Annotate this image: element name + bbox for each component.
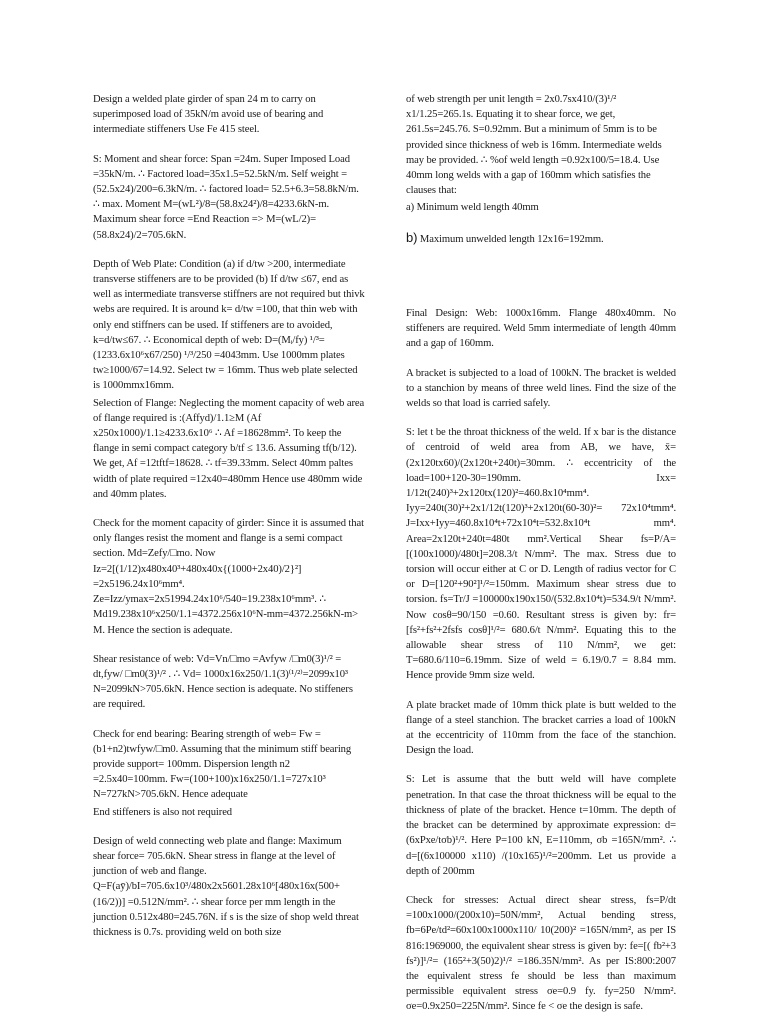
list-item-text: Maximum unwelded length 12x16=192mm. (419, 233, 604, 245)
paragraph: Check for the moment capacity of girder: Since it is assumed that only flanges resist the moment and flange is a semi compact section. Md=Zefy/□mo. Now Iz=2[(1/12)x480x40³+480x40x{(1000+2x40)/2}²] =2x5196.24x10⁶mm⁴. Ze=Izz/ymax=2x51994.24x10⁶/540=19.238x10⁶mm³. ∴ Md19.238x10⁶x250/1.1=4372.256x10⁶N-mm=4372.256kN-m> M. Hence the section is adequate. (93, 518, 364, 636)
paragraph: End stiffeners is also not required (93, 806, 232, 818)
paragraph: Check for stresses: Actual direct shear stress, fs=P/dt =100x1000/(200x10)=50N/mm², Actual bending stress, fb=6Pe/td²=60x100x1000x110/ 10(200)² =165N/mm², as per IS 816:1969000, the equivalent shear stress is given by: fe=[( fb²+3 fs²)]¹/²= (165²+3(50)2)¹/² =186.35N/mm². As per IS:800:2007 the equivalent stress fe should be less than maximum permissible equivalent stress σe=0.9 fy. fy=250 N/mm². σe=0.9x250=225N/mm². Since fe < σe the design is safe. (406, 894, 676, 1013)
paragraph: Design of weld connecting web plate and flange: Maximum shear force= 705.6kN. Shear stress in flange at the level of junction of web and flange. Q=F(aȳ)/bI=705.6x10³/480x2x5601.28x10⁶[480x16x(500+(16/2))] =0.512N/mm². ∴ shear force per mm length in the junction 0.512x480=245.76N. if s is the size of shop weld threat thickness is 0.7s. providing weld on both size (93, 835, 359, 938)
paragraph: Final Design: Web: 1000x16mm. Flange 480x40mm. No stiffeners are required. Weld 5mm intermediate of length 40mm and a gap of 160mm. (406, 308, 676, 350)
paragraph: S: Moment and shear force: Span =24m. Super Imposed Load =35kN/m. ∴ Factored load=35x1.5=52.5kN/m. Self weight = (52.5x24)/200=6.3kN/m. ∴ factored load= 52.5+6.3=58.8kN/m. ∴ max. Moment M=(wL²)/8=(58.8x24²)/8=4233.6kN-m. Maximum shear force =End Reaction => M=(wL/2)=(58.8x24)/2=705.6kN. (93, 153, 359, 241)
list-marker: b) (406, 229, 418, 245)
paragraph: Depth of Web Plate: Condition (a) if d/tw >200, intermediate transverse stiffeners are to be provided (b) If d/tw ≤67, end as well as intermediate transverse stiffners are not required but thivk webs are required. It is around k= d/tw =100, that thin web with only end stiffners can be used. If stiffeners are to avoided, k=d/tw≤67. ∴ Economical depth of web: D=(Mᵢ/fy) ¹/³=(1233.6x10⁶x67/250) ¹/³/250 =4043mm. Use 1000mm plates tw≥1000/67=14.92. Select tw = 16mm. Thus web plate selected is 1000mmx16mm. (93, 258, 365, 392)
right-column-lower (406, 306, 676, 1029)
right-column-upper (406, 92, 676, 249)
paragraph: S: Let is assume that the butt weld will have complete penetration. In that case the throat thickness will be equal to the thickness of plate of the bracket. Hence t=10mm. The depth of the bracket can be determined by approximate expression: d= (6xPxe/tσb)¹/². Here P=100 kN, E=110mm, σb =165N/mm². ∴ d=[(6x100000 x110) /(10x165)¹/²=200mm. Let us provide a depth of 200mm (406, 774, 676, 877)
paragraph: Check for end bearing: Bearing strength of web= Fw = (b1+n2)twfyw/□m0. Assuming that the minimum stiff bearing provide support= 100mm. Dispersion length n2 =2.5x40=100mm. Fw=(100+100)x16x250/1.1=727x10³ N=727kN>705.6kN. Hence adequate (93, 728, 352, 801)
list-item: a) Minimum weld length 40mm (406, 202, 539, 214)
list-item-b (406, 230, 676, 247)
paragraph: A bracket is subjected to a load of 100kN. The bracket is welded to a stanchion by means of three weld lines. Find the size of the welds so that load is carried safely. (406, 367, 676, 410)
paragraph: A plate bracket made of 10mm thick plate is butt welded to the flange of a steel stanchion. The bracket carries a load of 100kN at the eccentricity of 110mm from the face of the stanchion. Design the load. (406, 699, 676, 757)
paragraph: Selection of Flange: Neglecting the moment capacity of web area of flange required is :(Affyd)/1.1≥M (Af x250x1000)/1.1≥4233.6x10⁶ ∴ Af =18628mm². To keep the flange in semi compact category b/tf ≤ 13.6. Assuming tf(b/12). We get, Af =12tftf=18628. ∴ tf=39.33mm. Select 40mm paltes width of plate required =12x40=480mm Hence use 480mm wide and 40mm plates. (93, 397, 365, 500)
paragraph: of web strength per unit length = 2x0.7sx410/(3)¹/² x1/1.25=265.1s. Equating it to shear force, we get, 261.5s=245.76. S=0.92mm. But a minimum of 5mm is to be provided since thickness of web is 16mm. Intermediate welds may be provided. ∴ %of weld length =0.92x100/5=18.4. Use 40mm long welds with a gap of 160mm which satisfies the clauses that: (406, 94, 662, 197)
paragraph: S: let t be the throat thickness of the weld. If x bar is the distance of centroid of weld area from AB, we have, x̄=(2x120tx60)/(2x120t+240t)=30mm. ∴ eccentricity of the load=100+120-30=190mm. Ixx= 1/12t(240)³+2x120tx(120)²=460.8x10⁴mm⁴. Iyy=240t(30)²+2x1/12t(120)³+2x120t(60-30)²= 72x10⁴tmm⁴. J=Ixx+Iyy=460.8x10⁴t+72x10⁴t=532.8x10⁴t mm⁴. Area=2x120t+240t=480t mm².Vertical Shear fs=P/A=[(100x1000)/480t]=208.3/t N/mm². The max. Stress due to torsion will occur either at C or D. Length of radius vector for C or D=[120²+90²]¹/²=150mm. Maximum shear stress due to torsion. fs=Tr/J =100000x190x150/(532.8x10⁴t)=534.9/t N/mm². Now cosθ=90/150 =0.60. Resultant stress is given by: fr=[fs²+fs²+2fsfs cosθ]¹/²= 680.6/t N/mm². Equating this to the allowable shear stress of 110 N/mm², we get: T=680.6/110=6.19mm. Size of weld = 6.19/0.7 = 8.84 mm. Hence provide 9mm size weld. (406, 427, 676, 682)
left-column (93, 92, 365, 954)
paragraph: Shear resistance of web: Vd=Vn/□mo =Avfyw /□m0(3)¹/² = dt,fyw/ □m0(3)¹/² . ∴ Vd= 1000x16x250/1.1(3)⁽¹/²⁾=2099x10³ N=2099kN>705.6kN. Hence section is adequate. No stiffeners are required. (93, 653, 353, 711)
paragraph: Design a welded plate girder of span 24 m to carry on superimposed load of 35kN/m avoid use of bearing and intermediate stiffeners Use Fe 415 steel. (93, 94, 324, 136)
